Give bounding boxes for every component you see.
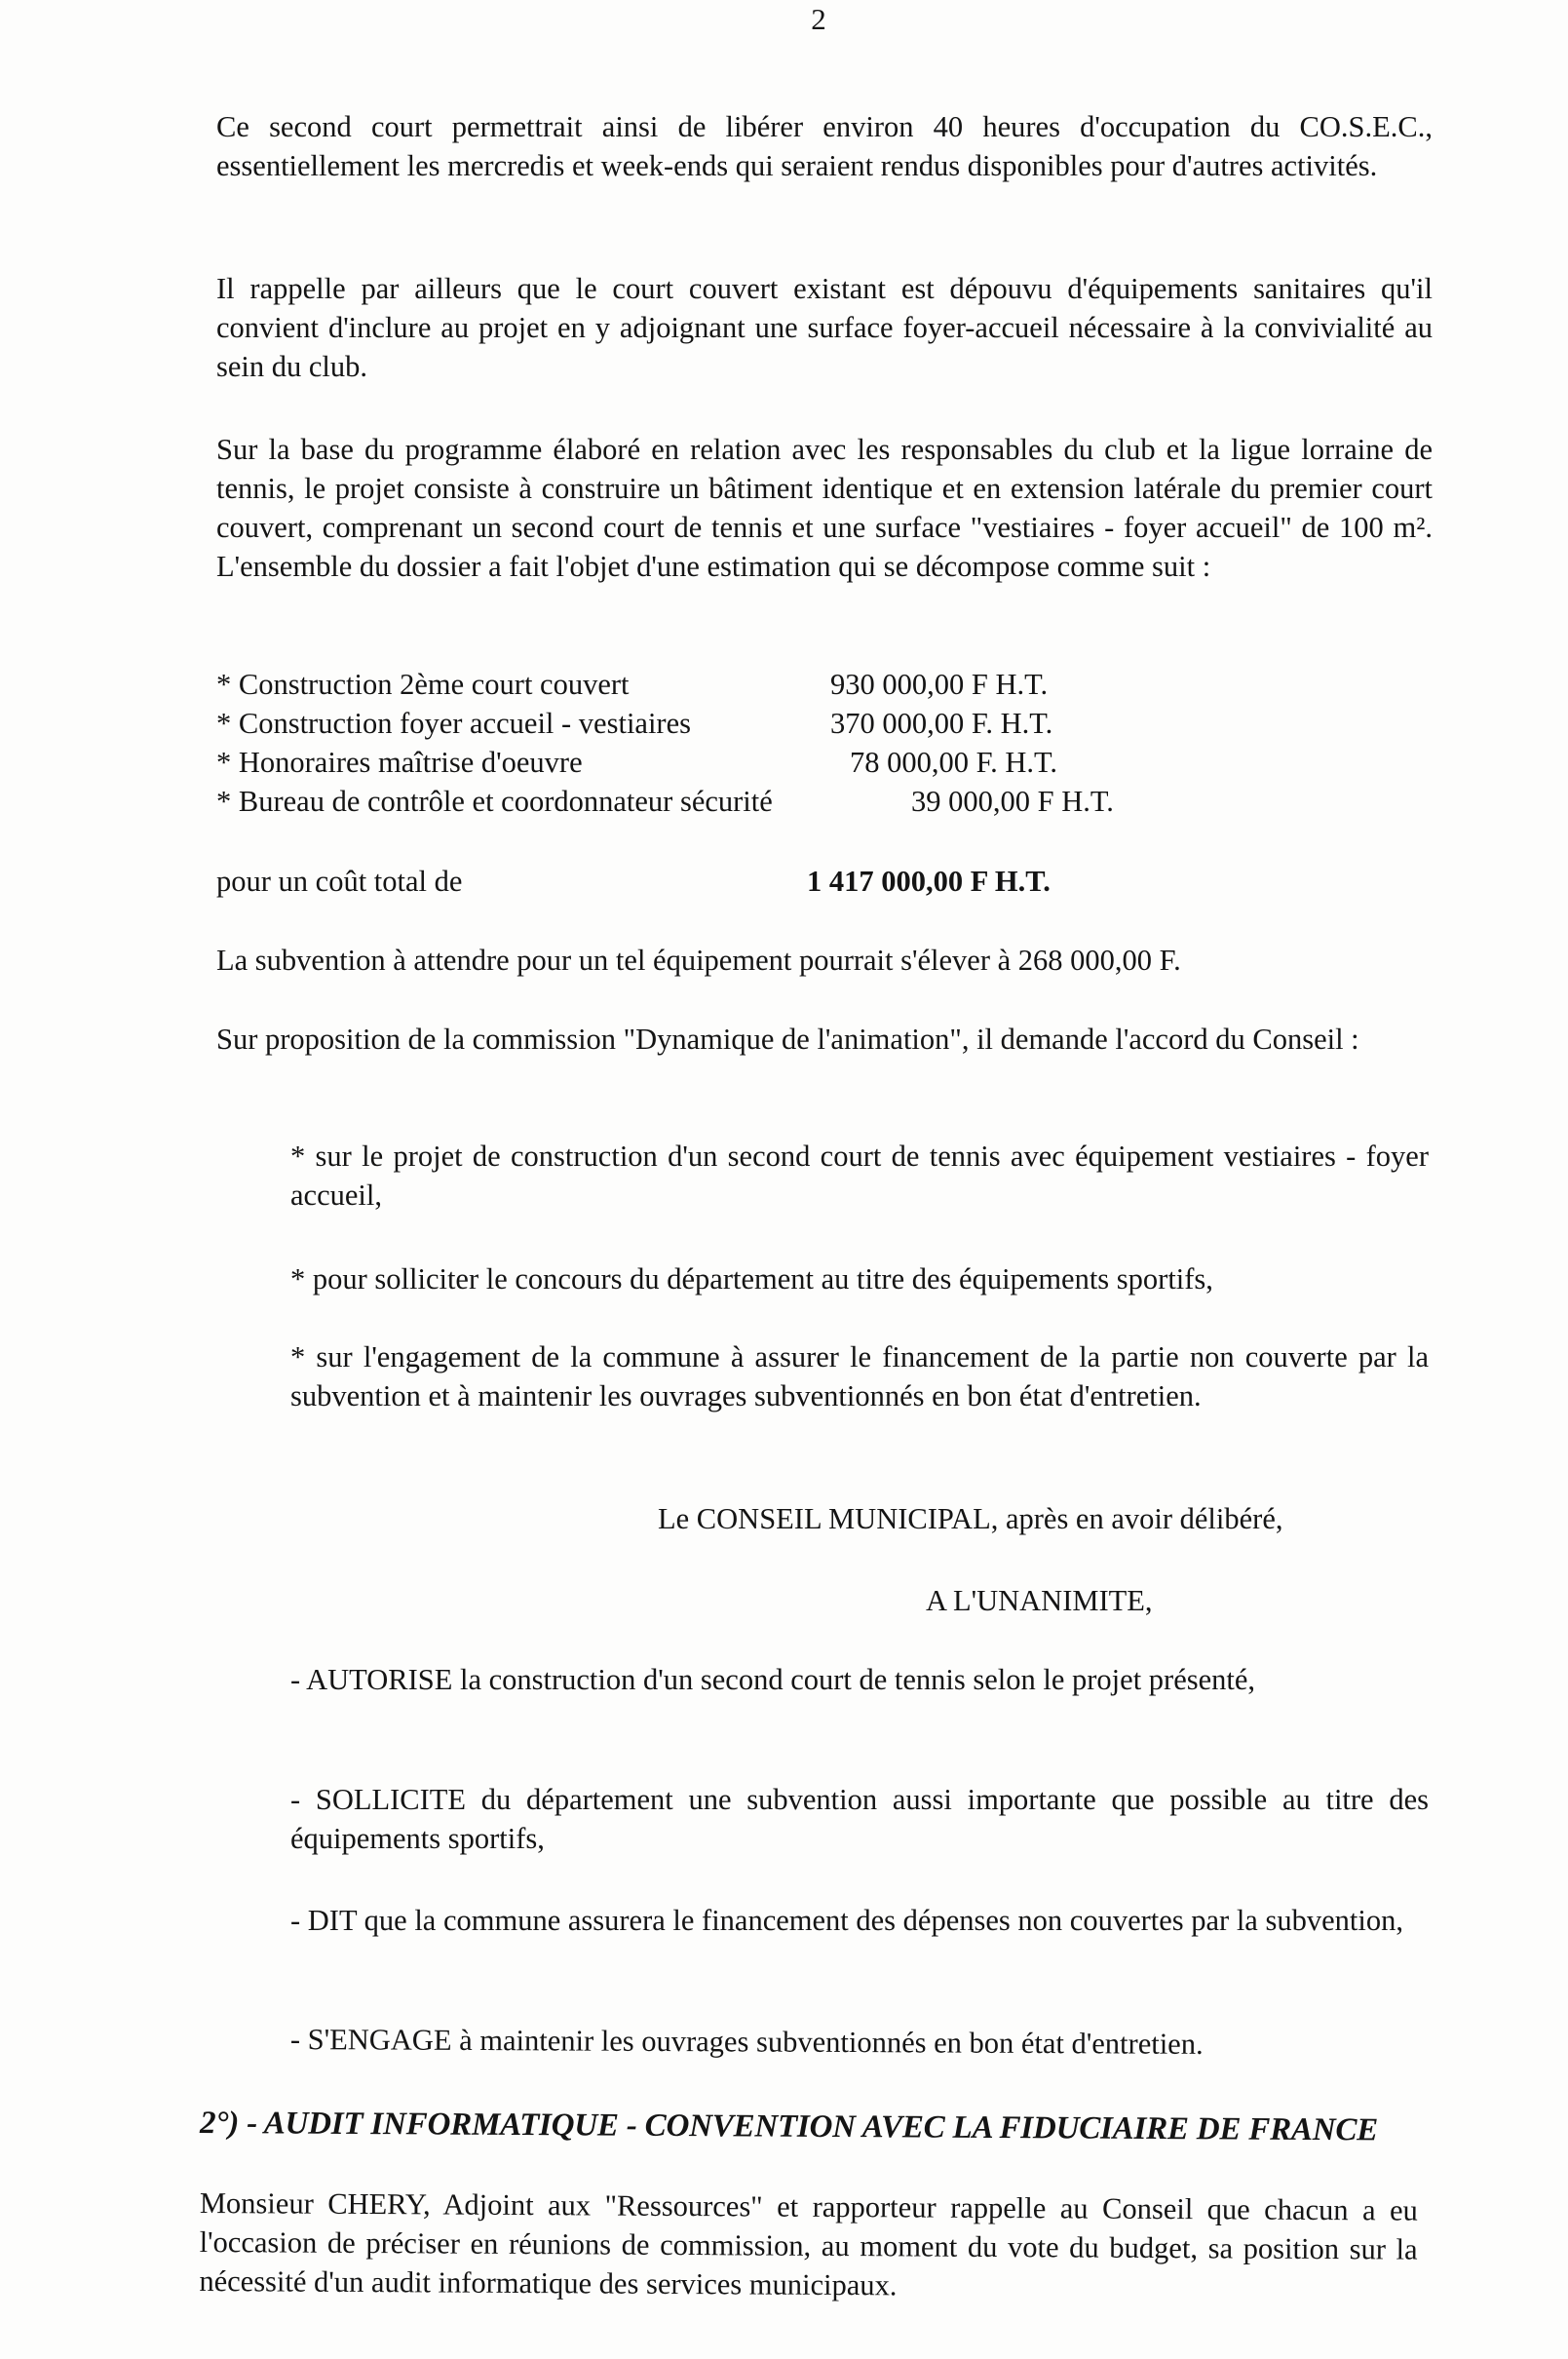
- request-item: * sur le projet de construction d'un second court de tennis avec équipement vestiaires - foyer accueil,: [290, 1140, 1429, 1212]
- decision-item: - S'ENGAGE à maintenir les ouvrages subventionnés en bon état d'entretien.: [289, 2023, 1204, 2061]
- paragraph-cosec: Ce second court permettrait ainsi de libérer environ 40 heures d'occupation du CO.S.E.C., essentiellement les mercredis et week-ends qui seraient rendus disponibles pour d'autres activités.: [216, 110, 1433, 182]
- decision-item: - DIT que la commune assurera le financement des dépenses non couvertes par la subvention,: [290, 1904, 1403, 1937]
- estimate-amount: 370 000,00 F. H.T.: [830, 707, 1053, 740]
- request-item: * sur l'engagement de la commune à assurer le financement de la partie non couverte par la subvention et à maintenir les ouvrages subventionnés en bon état d'entretien.: [290, 1340, 1429, 1412]
- section-heading: 2°) - AUDIT INFORMATIQUE - CONVENTION AVEC LA FIDUCIAIRE DE FRANCE: [199, 2106, 1379, 2148]
- estimate-amount: 930 000,00 F H.T.: [830, 668, 1049, 701]
- estimate-label: * Bureau de contrôle et coordonnateur sécurité: [216, 785, 773, 818]
- estimate-label: * Construction foyer accueil - vestiaires: [216, 707, 691, 740]
- proposition-paragraph: Sur proposition de la commission "Dynamique de l'animation", il demande l'accord du Conseil :: [216, 1023, 1359, 1056]
- estimate-label: * Construction 2ème court couvert: [216, 668, 630, 701]
- decision-item: - SOLLICITE du département une subvention aussi importante que possible au titre des équipements sportifs,: [290, 1783, 1429, 1855]
- estimate-amount: 78 000,00 F. H.T.: [850, 746, 1058, 779]
- paragraph-sanitaires: Il rappelle par ailleurs que le court couvert existant est dépouvu d'équipements sanitaires qu'il convient d'inclure au projet en y adjoignant une surface foyer-accueil nécessaire à la convivialité au sein du club.: [216, 272, 1433, 383]
- estimate-label: * Honoraires maîtrise d'oeuvre: [216, 746, 583, 779]
- paragraph-programme: Sur la base du programme élaboré en relation avec les responsables du club et la ligue lorraine de tennis, le projet consiste à construire un bâtiment identique et en extension latérale du premier court couvert, comprenant un second court de tennis et une surface "vestiaires - foyer accueil" de 100 m². L'ensemble du dossier a fait l'objet d'une estimation qui se décompose comme suit :: [216, 433, 1433, 583]
- council-deliberation-line: Le CONSEIL MUNICIPAL, après en avoir délibéré,: [658, 1502, 1283, 1535]
- estimate-total-label: pour un coût total de: [216, 865, 463, 898]
- page-number: 2: [811, 2, 826, 36]
- subvention-paragraph: La subvention à attendre pour un tel équipement pourrait s'élever à 268 000,00 F.: [216, 944, 1181, 977]
- request-item: * pour solliciter le concours du département au titre des équipements sportifs,: [290, 1262, 1213, 1296]
- vote-result: A L'UNANIMITE,: [926, 1584, 1153, 1617]
- estimate-amount: 39 000,00 F H.T.: [911, 785, 1114, 818]
- estimate-total-amount: 1 417 000,00 F H.T.: [807, 865, 1051, 898]
- decision-item: - AUTORISE la construction d'un second court de tennis selon le projet présenté,: [290, 1663, 1256, 1696]
- section-body-paragraph: Monsieur CHERY, Adjoint aux "Ressources" et rapporteur rappelle au Conseil que chacun a eu l'occasion de préciser en réunions de commission, au moment du vote du budget, sa position sur la nécessité d'un audit informatique des services municipaux.: [199, 2186, 1418, 2302]
